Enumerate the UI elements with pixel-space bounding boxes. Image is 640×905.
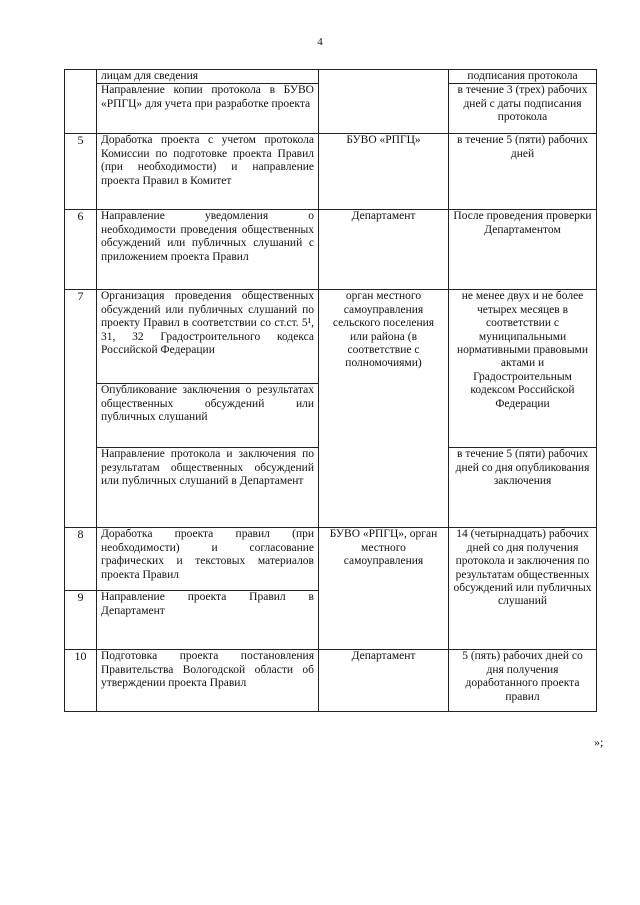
row-number [65,70,97,134]
step-description: лицам для сведения [97,70,319,84]
step-deadline: в течение 5 (пяти) рабочих дней со дня опубликования заключения [449,448,597,528]
row-number: 8 [65,528,97,591]
table-row [65,70,597,84]
step-description: Организация проведения общественных обсуждений или публичных слушаний по проекту Правил в соответствии со ст.ст. 5¹, 31, 32 Градостроительного кодекса Российской Федерации [97,290,319,384]
step-deadline: подписания протокола [449,70,597,84]
table-row [65,290,597,384]
step-deadline: не менее двух и не более четырех месяцев в соответствии с муниципальными нормативными правовыми актами и Градостроительным кодексом Российской Федерации [449,290,597,448]
step-description: Направление уведомления о необходимости проведения общественных обсуждений или публичных слушаний с приложением проекта Правил [97,210,319,290]
row-number: 6 [65,210,97,290]
page-number: 4 [317,36,323,48]
step-executor: орган местного самоуправления сельского поселения или района (в соответствие с полномочиями) [319,290,449,528]
step-deadline: 14 (четырнадцать) рабочих дней со дня получения протокола и заключения по результатам общественных обсуждений или публичных слушаний [449,528,597,650]
table-row [65,210,597,290]
step-description: Направление копии протокола в БУВО «РПГЦ» для учета при разработке проекта [97,84,319,134]
procedure-table [64,69,597,712]
table-row [65,134,597,210]
step-executor: Департамент [319,210,449,290]
step-description: Доработка проекта правил (при необходимости) и согласование графических и текстовых материалов проекта Правил [97,528,319,591]
step-description: Доработка проекта с учетом протокола Комиссии по подготовке проекта Правил (при необходимости) и направление проекта Правил в Комитет [97,134,319,210]
step-description: Направление протокола и заключения по результатам общественных обсуждений или публичных слушаний в Департамент [97,448,319,528]
step-deadline: После проведения проверки Департаментом [449,210,597,290]
table-row [65,528,597,591]
step-executor: БУВО «РПГЦ», орган местного самоуправления [319,528,449,650]
row-number: 9 [65,591,97,650]
step-executor [319,70,449,134]
step-deadline: в течение 5 (пяти) рабочих дней [449,134,597,210]
row-number: 10 [65,650,97,712]
step-description: Направление проекта Правил в Департамент [97,591,319,650]
row-number: 5 [65,134,97,210]
step-description: Подготовка проекта постановления Правительства Вологодской области об утверждении проекта Правил [97,650,319,712]
step-description: Опубликование заключения о результатах общественных обсуждений или публичных слушаний [97,384,319,448]
table-row [65,650,597,712]
closing-quote-mark: »; [594,735,604,749]
step-deadline: в течение 3 (трех) рабочих дней с даты подписания протокола [449,84,597,134]
step-executor: Департамент [319,650,449,712]
step-deadline: 5 (пять) рабочих дней со дня получения доработанного проекта правил [449,650,597,712]
row-number: 7 [65,290,97,528]
step-executor: БУВО «РПГЦ» [319,134,449,210]
